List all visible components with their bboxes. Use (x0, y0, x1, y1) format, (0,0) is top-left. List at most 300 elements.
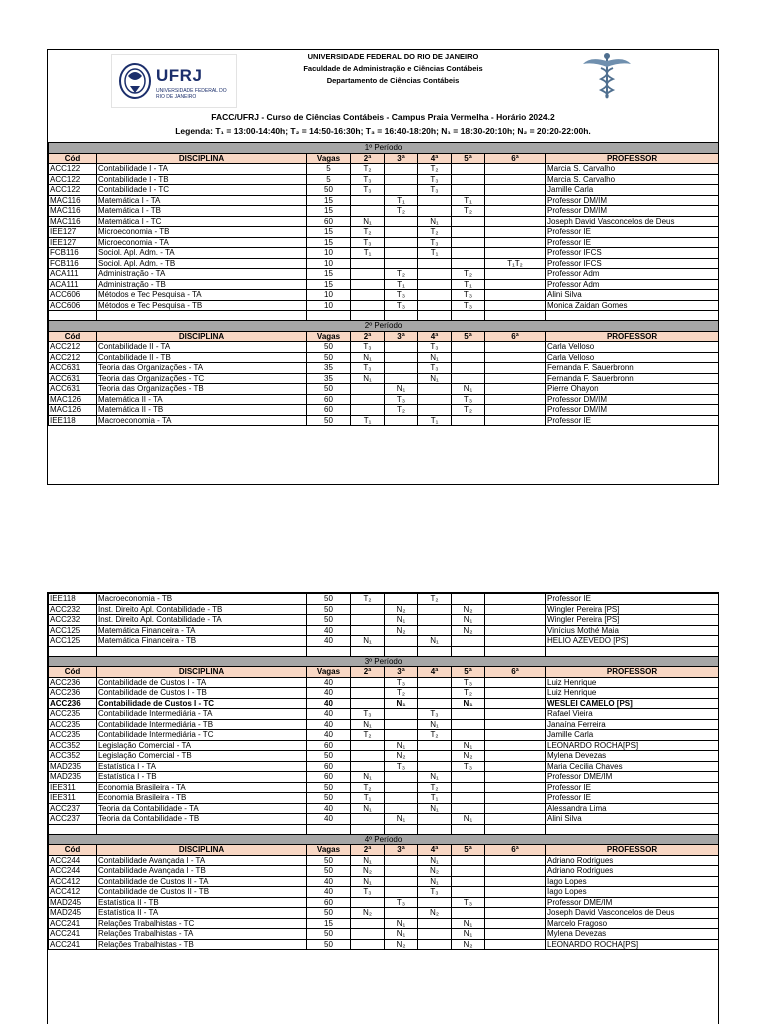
course-code-cell: ACC352 (49, 751, 97, 762)
column-header: 2ª (351, 153, 385, 164)
thursday-cell (452, 793, 485, 804)
professor-cell: HELIO AZEVEDO [PS] (546, 636, 719, 647)
empty-cell (307, 311, 351, 321)
seats-cell: 15 (307, 195, 351, 206)
discipline-cell: Matemática II - TA (97, 394, 307, 405)
faculty-name: Faculdade de Administração e Ciências Contábeis (303, 64, 483, 73)
thursday-cell (452, 803, 485, 814)
professor-cell: Professor IFCS (546, 258, 719, 269)
friday-cell (485, 908, 546, 919)
course-code-cell: ACC352 (49, 740, 97, 751)
table-row (49, 227, 719, 238)
professor-cell: Marcia S. Carvalho (546, 174, 719, 185)
wednesday-cell: T₃ (418, 363, 452, 374)
document-header (48, 50, 718, 142)
tuesday-cell (385, 342, 418, 353)
tuesday-cell (385, 373, 418, 384)
course-code-cell: ACC235 (49, 730, 97, 741)
thursday-cell (452, 772, 485, 783)
thursday-cell (452, 185, 485, 196)
column-header: Vagas (307, 845, 351, 856)
friday-cell (485, 237, 546, 248)
empty-cell (418, 824, 452, 834)
table-row (49, 237, 719, 248)
friday-cell (485, 290, 546, 301)
wednesday-cell: T₃ (418, 709, 452, 720)
discipline-cell: Contabilidade de Custos I - TB (97, 688, 307, 699)
empty-cell (385, 824, 418, 834)
schedule-legend: Legenda: T₁ = 13:00-14:40h; T₂ = 14:50-16:30h; T₃ = 16:40-18:20h; N₁ = 18:30-20:10h; N₂ = 20:20-22:00h. (175, 126, 591, 136)
wednesday-cell (418, 394, 452, 405)
friday-cell (485, 751, 546, 762)
wednesday-cell: T₂ (418, 164, 452, 175)
discipline-cell: Contabilidade de Custos II - TA (97, 876, 307, 887)
friday-cell (485, 405, 546, 416)
discipline-cell: Estatística II - TB (97, 897, 307, 908)
monday-cell (351, 405, 385, 416)
empty-cell (546, 824, 719, 834)
thursday-cell: T₁ (452, 195, 485, 206)
wednesday-cell: N₁ (418, 855, 452, 866)
monday-cell: T₂ (351, 227, 385, 238)
discipline-cell: Contabilidade Intermediária - TC (97, 730, 307, 741)
thursday-cell (452, 373, 485, 384)
course-code-cell: ACC125 (49, 625, 97, 636)
column-header: PROFESSOR (546, 667, 719, 678)
seats-cell: 50 (307, 384, 351, 395)
friday-cell (485, 719, 546, 730)
period-title-row (49, 834, 719, 845)
thursday-cell (452, 908, 485, 919)
tuesday-cell: T₁ (385, 279, 418, 290)
monday-cell: N₁ (351, 876, 385, 887)
course-code-cell: MAD235 (49, 772, 97, 783)
column-header: Cód (49, 667, 97, 678)
thursday-cell: T₂ (452, 688, 485, 699)
discipline-cell: Matemática Financeira - TA (97, 625, 307, 636)
monday-cell: T₁ (351, 793, 385, 804)
friday-cell (485, 636, 546, 647)
discipline-cell: Teoria da Contabilidade - TA (97, 803, 307, 814)
friday-cell (485, 625, 546, 636)
course-code-cell: ACC122 (49, 185, 97, 196)
table-row (49, 394, 719, 405)
course-title: FACC/UFRJ - Curso de Ciências Contábeis - Campus Praia Vermelha - Horário 2024.2 (211, 112, 555, 122)
friday-cell (485, 195, 546, 206)
course-code-cell: ACC212 (49, 352, 97, 363)
monday-cell: N₁ (351, 803, 385, 814)
column-header: DISCIPLINA (97, 845, 307, 856)
thursday-cell (452, 594, 485, 605)
schedule-table-page-2 (48, 593, 719, 950)
wednesday-cell: T₁ (418, 415, 452, 426)
friday-cell (485, 269, 546, 280)
thursday-cell: T₃ (452, 300, 485, 311)
professor-cell: Wingler Pereira [PS] (546, 615, 719, 626)
wednesday-cell: T₁ (418, 248, 452, 259)
empty-cell (418, 311, 452, 321)
discipline-cell: Contabilidade I - TC (97, 185, 307, 196)
discipline-cell: Contabilidade Intermediária - TB (97, 719, 307, 730)
course-code-cell: MAC116 (49, 195, 97, 206)
discipline-cell: Legislação Comercial - TB (97, 751, 307, 762)
wednesday-cell: N₁ (418, 803, 452, 814)
table-row (49, 793, 719, 804)
professor-cell: Professor IE (546, 782, 719, 793)
wednesday-cell (418, 939, 452, 950)
thursday-cell (452, 887, 485, 898)
discipline-cell: Estatística I - TB (97, 772, 307, 783)
tuesday-cell (385, 185, 418, 196)
tuesday-cell (385, 352, 418, 363)
seats-cell: 5 (307, 174, 351, 185)
friday-cell (485, 740, 546, 751)
wednesday-cell: N₁ (418, 636, 452, 647)
column-header: 2ª (351, 845, 385, 856)
thursday-cell: N₁ (452, 814, 485, 825)
professor-cell: Pierre Ohayon (546, 384, 719, 395)
wednesday-cell (418, 290, 452, 301)
professor-cell: Adriano Rodrigues (546, 855, 719, 866)
course-code-cell: ACC241 (49, 918, 97, 929)
course-code-cell: ACC241 (49, 939, 97, 950)
course-code-cell: ACC232 (49, 604, 97, 615)
course-code-cell: ACC212 (49, 342, 97, 353)
monday-cell: N₂ (351, 908, 385, 919)
monday-cell (351, 290, 385, 301)
tuesday-cell: T₃ (385, 290, 418, 301)
discipline-cell: Sociol. Apl. Adm. - TA (97, 248, 307, 259)
tuesday-cell (385, 719, 418, 730)
table-row (49, 373, 719, 384)
tuesday-cell: N₁ (385, 918, 418, 929)
seats-cell: 50 (307, 939, 351, 950)
friday-cell (485, 793, 546, 804)
course-code-cell: FCB116 (49, 258, 97, 269)
tuesday-cell (385, 887, 418, 898)
course-code-cell: ACC235 (49, 709, 97, 720)
discipline-cell: Sociol. Apl. Adm. - TB (97, 258, 307, 269)
column-header: Vagas (307, 153, 351, 164)
professor-cell: LEONARDO ROCHA[PS] (546, 740, 719, 751)
professor-cell: Professor DME/IM (546, 772, 719, 783)
course-code-cell: ACC125 (49, 636, 97, 647)
column-header-row (49, 153, 719, 164)
thursday-cell (452, 415, 485, 426)
period-title: 4º Período (49, 834, 719, 845)
tuesday-cell: T₃ (385, 761, 418, 772)
table-row (49, 384, 719, 395)
tuesday-cell: T₃ (385, 300, 418, 311)
empty-cell (307, 646, 351, 656)
tuesday-cell: N₂ (385, 751, 418, 762)
monday-cell: T₂ (351, 164, 385, 175)
thursday-cell (452, 248, 485, 259)
professor-cell: Professor DME/IM (546, 897, 719, 908)
empty-cell (418, 646, 452, 656)
thursday-cell: N₂ (452, 751, 485, 762)
seats-cell: 15 (307, 206, 351, 217)
column-header-row (49, 667, 719, 678)
empty-cell (485, 824, 546, 834)
table-row (49, 636, 719, 647)
professor-cell: Monica Zaidan Gomes (546, 300, 719, 311)
monday-cell (351, 688, 385, 699)
seats-cell: 60 (307, 772, 351, 783)
table-row (49, 615, 719, 626)
empty-cell (351, 311, 385, 321)
professor-cell: Joseph David Vasconcelos de Deus (546, 908, 719, 919)
column-header: 6ª (485, 153, 546, 164)
period-title: 3º Período (49, 656, 719, 667)
course-code-cell: FCB116 (49, 248, 97, 259)
thursday-cell (452, 342, 485, 353)
wednesday-cell (418, 698, 452, 709)
tuesday-cell: T₃ (385, 394, 418, 405)
seats-cell: 35 (307, 363, 351, 374)
table-row (49, 342, 719, 353)
tuesday-cell: N₂ (385, 625, 418, 636)
monday-cell: T₃ (351, 887, 385, 898)
friday-cell (485, 918, 546, 929)
tuesday-cell: T₂ (385, 206, 418, 217)
discipline-cell: Matemática I - TA (97, 195, 307, 206)
column-header: PROFESSOR (546, 331, 719, 342)
discipline-cell: Relações Trabalhistas - TA (97, 929, 307, 940)
seats-cell: 40 (307, 688, 351, 699)
course-code-cell: ACC122 (49, 174, 97, 185)
wednesday-cell: N₁ (418, 876, 452, 887)
column-header: 4ª (418, 153, 452, 164)
empty-cell (351, 824, 385, 834)
wednesday-cell (418, 740, 452, 751)
discipline-cell: Administração - TB (97, 279, 307, 290)
empty-cell (49, 646, 97, 656)
friday-cell (485, 216, 546, 227)
thursday-cell: N₁ (452, 698, 485, 709)
seats-cell: 40 (307, 677, 351, 688)
discipline-cell: Estatística I - TA (97, 761, 307, 772)
discipline-cell: Microeconomia - TB (97, 227, 307, 238)
column-header: DISCIPLINA (97, 153, 307, 164)
tuesday-cell: T₂ (385, 688, 418, 699)
monday-cell (351, 258, 385, 269)
table-row (49, 216, 719, 227)
column-header: Vagas (307, 667, 351, 678)
discipline-cell: Métodos e Tec Pesquisa - TA (97, 290, 307, 301)
column-header: 5ª (452, 153, 485, 164)
table-row (49, 258, 719, 269)
department-name: Departamento de Ciências Contábeis (326, 76, 460, 85)
professor-cell: Professor IE (546, 227, 719, 238)
seats-cell: 50 (307, 908, 351, 919)
course-code-cell: MAC116 (49, 216, 97, 227)
column-header: 6ª (485, 331, 546, 342)
monday-cell: T₃ (351, 342, 385, 353)
wednesday-cell (418, 929, 452, 940)
table-row (49, 698, 719, 709)
course-code-cell: ACC236 (49, 688, 97, 699)
tuesday-cell (385, 216, 418, 227)
wednesday-cell (418, 625, 452, 636)
tuesday-cell (385, 164, 418, 175)
tuesday-cell (385, 730, 418, 741)
seats-cell: 50 (307, 855, 351, 866)
empty-cell (452, 311, 485, 321)
empty-cell (49, 824, 97, 834)
tuesday-cell (385, 793, 418, 804)
column-header: Cód (49, 845, 97, 856)
thursday-cell (452, 174, 485, 185)
friday-cell (485, 604, 546, 615)
table-row (49, 866, 719, 877)
thursday-cell: T₂ (452, 206, 485, 217)
professor-cell: Professor DM/IM (546, 206, 719, 217)
wednesday-cell: T₂ (418, 782, 452, 793)
seats-cell: 60 (307, 216, 351, 227)
thursday-cell: T₂ (452, 269, 485, 280)
table-row (49, 709, 719, 720)
column-header: 3ª (385, 667, 418, 678)
thursday-cell: N₁ (452, 384, 485, 395)
course-code-cell: ACC235 (49, 719, 97, 730)
empty-cell (97, 646, 307, 656)
seats-cell: 5 (307, 164, 351, 175)
monday-cell: N₁ (351, 216, 385, 227)
monday-cell (351, 195, 385, 206)
course-code-cell: MAC116 (49, 206, 97, 217)
friday-cell (485, 248, 546, 259)
discipline-cell: Contabilidade I - TA (97, 164, 307, 175)
tuesday-cell (385, 415, 418, 426)
empty-cell (485, 646, 546, 656)
professor-cell: Fernanda F. Sauerbronn (546, 373, 719, 384)
friday-cell (485, 300, 546, 311)
tuesday-cell (385, 237, 418, 248)
professor-cell: Carla Velloso (546, 342, 719, 353)
wednesday-cell: N₁ (418, 352, 452, 363)
monday-cell: T₃ (351, 237, 385, 248)
course-code-cell: MAC126 (49, 394, 97, 405)
thursday-cell: T₃ (452, 394, 485, 405)
monday-cell: T₃ (351, 185, 385, 196)
thursday-cell (452, 855, 485, 866)
course-code-cell: ACC236 (49, 677, 97, 688)
course-code-cell: ACA111 (49, 269, 97, 280)
friday-cell (485, 384, 546, 395)
monday-cell (351, 394, 385, 405)
table-row (49, 897, 719, 908)
friday-cell (485, 594, 546, 605)
seats-cell: 40 (307, 719, 351, 730)
course-code-cell: ACC237 (49, 803, 97, 814)
thursday-cell: N₁ (452, 615, 485, 626)
column-header: DISCIPLINA (97, 331, 307, 342)
monday-cell (351, 897, 385, 908)
wednesday-cell: N₁ (418, 216, 452, 227)
professor-cell: Alessandra Lima (546, 803, 719, 814)
seats-cell: 60 (307, 740, 351, 751)
table-row (49, 279, 719, 290)
seats-cell: 10 (307, 258, 351, 269)
discipline-cell: Teoria das Organizações - TB (97, 384, 307, 395)
tuesday-cell: T₂ (385, 269, 418, 280)
schedule-sheet-page-1 (47, 49, 719, 485)
discipline-cell: Economia Brasileira - TB (97, 793, 307, 804)
seats-cell: 40 (307, 730, 351, 741)
wednesday-cell: T₂ (418, 730, 452, 741)
institution-block (238, 51, 548, 87)
discipline-cell: Contabilidade de Custos II - TB (97, 887, 307, 898)
wednesday-cell: T₃ (418, 237, 452, 248)
wednesday-cell (418, 269, 452, 280)
monday-cell: N₁ (351, 772, 385, 783)
professor-cell: Jamille Carla (546, 730, 719, 741)
monday-cell (351, 279, 385, 290)
friday-cell (485, 688, 546, 699)
wednesday-cell (418, 384, 452, 395)
table-row (49, 405, 719, 416)
discipline-cell: Administração - TA (97, 269, 307, 280)
professor-cell: Professor DM/IM (546, 394, 719, 405)
seats-cell: 50 (307, 352, 351, 363)
friday-cell (485, 929, 546, 940)
table-row (49, 814, 719, 825)
seats-cell: 40 (307, 709, 351, 720)
thursday-cell (452, 866, 485, 877)
seats-cell: 15 (307, 918, 351, 929)
tuesday-cell: T₃ (385, 677, 418, 688)
wednesday-cell: N₁ (418, 719, 452, 730)
discipline-cell: Contabilidade I - TB (97, 174, 307, 185)
wednesday-cell (418, 300, 452, 311)
caduceus-icon (580, 52, 634, 100)
course-code-cell: ACC241 (49, 929, 97, 940)
tuesday-cell (385, 876, 418, 887)
table-row (49, 782, 719, 793)
column-header: Cód (49, 331, 97, 342)
friday-cell (485, 174, 546, 185)
monday-cell (351, 740, 385, 751)
table-row (49, 625, 719, 636)
seats-cell: 50 (307, 342, 351, 353)
professor-cell: Professor IE (546, 793, 719, 804)
wednesday-cell (418, 814, 452, 825)
tuesday-cell: N₂ (385, 939, 418, 950)
friday-cell (485, 887, 546, 898)
thursday-cell: T₁ (452, 279, 485, 290)
tuesday-cell: N₁ (385, 384, 418, 395)
wednesday-cell (418, 604, 452, 615)
seats-cell: 15 (307, 227, 351, 238)
professor-cell: Professor IE (546, 415, 719, 426)
discipline-cell: Matemática I - TB (97, 206, 307, 217)
professor-cell: Adriano Rodrigues (546, 866, 719, 877)
friday-cell (485, 709, 546, 720)
table-row (49, 206, 719, 217)
professor-cell: Maria Cecilia Chaves (546, 761, 719, 772)
discipline-cell: Economia Brasileira - TA (97, 782, 307, 793)
professor-cell: Joseph David Vasconcelos de Deus (546, 216, 719, 227)
professor-cell: Alini Silva (546, 290, 719, 301)
monday-cell: T₂ (351, 594, 385, 605)
wednesday-cell: T₃ (418, 185, 452, 196)
course-code-cell: ACC631 (49, 373, 97, 384)
monday-cell (351, 615, 385, 626)
tuesday-cell: N₁ (385, 615, 418, 626)
seats-cell: 50 (307, 751, 351, 762)
table-row (49, 730, 719, 741)
